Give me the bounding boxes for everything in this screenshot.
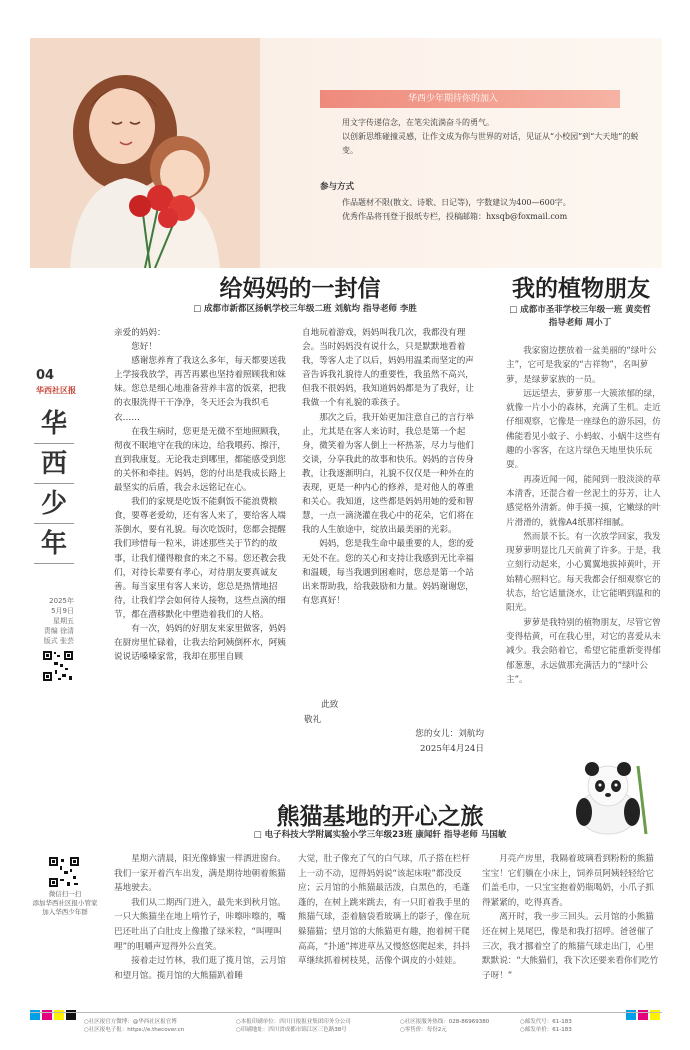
- paragraph: 星期六清晨，阳光像蜂蜜一样洒进窗台。我们一家开着汽车出发，满是期待地朝着熊猫基地驶去。: [114, 854, 286, 894]
- qr-caption-line: 添加华西社区报小管家: [32, 899, 98, 907]
- meta-line: 5月9日: [51, 607, 74, 615]
- letter-signoff: [304, 698, 484, 756]
- article1-column-1: [114, 326, 294, 664]
- footer-rule: [30, 1012, 662, 1013]
- banner-ribbon: 华西少年期待你的加入: [320, 90, 620, 108]
- article1-byline: □ 成都市新都区扬帆学校三年级二班 刘航均 指导老师 李胜: [193, 304, 417, 314]
- footer-col: [520, 1018, 572, 1034]
- banner-intro-line: 以创新思维碰撞灵感，让作文成为你与世界的对话，见证从“小校园”到“大天地”的蜕变。: [342, 132, 639, 155]
- banner-ref-line: 作品题材不限(散文、诗歌、日记等)，字数建议为400—600字。: [342, 198, 571, 207]
- paragraph: 再凑近闻一闻，能闻到一股淡淡的草本清香，还混合着一丝泥土的芬芳，让人感觉格外清新。伸手摸一摸，它嫩绿的叶片滑滑的，就像A4纸那样细腻。: [506, 474, 661, 528]
- promo-banner: [30, 38, 662, 268]
- signer: 您的女儿：刘航均: [415, 729, 484, 739]
- qr-caption-line: 微信扫一扫: [48, 890, 82, 898]
- footer-line: ○零售价：每份2元: [400, 1027, 447, 1033]
- meta-line: 责编 徐清: [43, 627, 74, 635]
- footer-col: [84, 1018, 184, 1034]
- article2-byline: [498, 304, 662, 330]
- article2-title: 我的植物朋友: [512, 276, 650, 302]
- paragraph: 我们从二期西门进入，最先来到秋月馆。一只大熊猫坐在地上啃竹子，咔嚓咔嚓的，嘴巴还吐出了白肚皮上像撒了绿米粒，“叫哩叫哩”的咀嚼声逗得外公直笑。: [114, 897, 286, 952]
- meta-line: 版式 张芸: [43, 637, 74, 645]
- section-title-char: 华: [34, 404, 74, 444]
- article3-column-3: [482, 852, 662, 983]
- meta-line: 星期五: [53, 617, 74, 625]
- footer-line: ○印刷地址：四川省成都市锦江区三色路38号: [236, 1027, 347, 1033]
- banner-ref: [342, 196, 642, 224]
- closing: 此致: [321, 700, 339, 710]
- byline-line: 指导老师 周小丁: [548, 318, 612, 328]
- paragraph: 然而景不长。有一次放学回家，我发现萝萝明显比几天前黄了许多。于是，我立刻行动起来，小心翼翼地拔掉黄叶，开始精心照料它。每天我都会仔细观察它的状态，给它适量浇水，让它能晒到温和的阳光。: [506, 531, 661, 614]
- footer-line: ○邮发单价：61-183: [520, 1027, 572, 1033]
- paragraph: 那次之后，我开始更加注意自己的言行举止，尤其是在客人来访时，我总是第一个起身，微笑着为客人倒上一杯热茶，尽力与他们交谈，分享我此的故事和快乐。妈妈的言传身教，让我逐渐明白，礼貌不仅仅是一种外在的表现，更是一种内心的修养，是对他人的尊重和关心。我知道，这些都是妈妈用她的爱和智慧，一点一滴浇灌在我心中的花朵，它们将在我的人生旅途中，绽放出最美丽的光彩。: [302, 412, 474, 536]
- paragraph: 您好！: [131, 342, 157, 353]
- article3-title: 熊猫基地的开心之旅: [276, 804, 484, 830]
- banner-ref-heading: 参与方式: [320, 182, 355, 192]
- paragraph: 接着走过竹林，我们逛了揽月馆，云月馆和望月馆。揽月馆的大熊猫趴着睡: [114, 956, 286, 981]
- article1-column-2: [302, 326, 482, 608]
- paragraph: 感谢您养育了我这么多年，每天都要送我上学接我放学，再苦再累也坚持着照顾我和妹妹。您总是细心地准备营养丰富的饭菜，把我的衣服洗得干干净净，冬天还会为我织毛衣……: [114, 356, 286, 423]
- section-title-char: 少: [34, 484, 74, 524]
- footer-line: ○社区报服务热线：028-86969380: [400, 1019, 490, 1025]
- paragraph: 自地玩着游戏，妈妈叫我几次，我都没有理会。当时妈妈没有说什么，只是默默地看着我，等客人走了以后，妈妈用温柔而坚定的声音告诉我礼貌待人的重要性，我虽然不高兴，但我不很妈妈，我知道妈妈都是为了我好，让我做一个有礼貌的乖孩子。: [302, 328, 474, 409]
- meta-line: 2025年: [49, 597, 74, 605]
- section-title-char: 年: [34, 524, 74, 564]
- article1-title: 给妈妈的一封信: [219, 276, 381, 302]
- byline-line: □ 成都市圣菲学校三年级一班 黄奕哲: [509, 305, 651, 315]
- paragraph: 离开时，我一步三回头。云月馆的小熊猫还在树上晃尾巴，像是和我打招呼。爸爸催了三次，我才挪着空了的熊猫气球走出门，心里默默说：“大熊猫们，我下次还要来看你们吃竹子呀！”: [482, 912, 659, 981]
- footer-col: [400, 1018, 489, 1034]
- qr-caption: [30, 890, 100, 917]
- edition-meta: [30, 596, 74, 646]
- article3-column-2: [298, 852, 478, 969]
- banner-intro-line: 用文字传递信念，在笔尖流淌奋斗的勇气。: [342, 118, 494, 127]
- panda-illustration: [558, 756, 658, 836]
- section-title-char: 西: [34, 444, 74, 484]
- qr-caption-line: 加入华西少年群: [42, 908, 88, 916]
- banner-ref-line: 优秀作品将刊登于报纸专栏，投稿邮箱：hxsqb@foxmail.com: [342, 212, 568, 221]
- footer-col: [236, 1018, 351, 1034]
- article3-byline: □ 电子科技大学附属实验小学三年级23班 康闻轩 指导老师 马国敏: [253, 830, 507, 840]
- banner-intro: [342, 116, 642, 158]
- paragraph: 远远望去，萝萝那一大簇浓郁的绿，就像一片小小的森林，充满了生机。走近仔细观察，它像是一座绿色的游乐园，仿佛能看见小蚊子、小蚂蚁、小蜗牛这些有趣的小客客，在这片绿色天地里快乐玩耍。: [506, 388, 661, 471]
- salute: 敬礼: [304, 714, 322, 725]
- section-title: [34, 404, 74, 564]
- paper-name: 华西社区报: [36, 386, 76, 395]
- wechat-qr-code-icon[interactable]: [48, 856, 80, 888]
- qr-code-icon[interactable]: [42, 650, 74, 682]
- paragraph: 月亮产房里，我隔着玻璃看到粉粉的熊猫宝宝！它们躺在小床上，饲养员阿姨轻轻给它们盖毛巾，一只宝宝抱着奶瓶喝奶，小爪子抓得紧紧的，吃得真香。: [482, 854, 654, 908]
- article3-column-1: [114, 852, 294, 983]
- footer-line: ○邮发代号：61-183: [520, 1019, 572, 1025]
- paragraph: 我们的家规是吃饭不能剩饭不能浪费粮食，要尊老爱幼，还有客人来了，要给客人端茶倒水，要有礼貌。每次吃饭时，您都会提醒我们珍惜每一粒米，讲述那些关于节约的故事，让我们懂得粮食的来之不易。您还教会我们，对待长辈要有孝心，对待朋友要真诚友善。每当家里有客人来访，您总是热情地招待，让我们学会如何待人接物，这些点滴的细节，都在潜移默化中塑造着我们的人格。: [114, 497, 286, 620]
- paragraph: 大觉，肚子像充了气的白气球，爪子搭在栏杆上一动不动，逗得妈妈说“该起床啦”都没反应；云月馆的小熊猫最活泼，白黑色的，毛蓬蓬的，在树上跳来跳去，有一只盯着我手里的熊猫气球，歪着脑袋看玻璃上的影子，像在玩躲猫猫；望月馆的大熊猫更有趣，抱着树干爬高高，“扑通”摔进草丛又慢悠悠爬起来，抖抖草继续抓着树枝晃，活像个调皮的小娃娃。: [298, 854, 471, 967]
- paragraph: 亲爱的妈妈：: [114, 328, 166, 338]
- paragraph: 有一次，妈妈的好朋友来家里做客，妈妈在厨房里忙碌着，让我去给阿姨倒杯水，阿姨说说话嗓嗓家常，我却在那里自顾: [114, 623, 286, 663]
- paragraph: 我家窗边摆放着一盆美丽的“绿叶公主”，它可是我家的“吉祥物”，名叫萝萝，是绿萝家族的一员。: [506, 346, 657, 385]
- footer-line: ○社区报电子报：https://e.thecover.cn: [84, 1027, 185, 1033]
- letter-date: 2025年4月24日: [419, 743, 484, 754]
- paragraph: 在我生病时，您更是无微不至地照顾我，彻夜不眠地守在我的床边，给我喂药、擦汗，直到我康复。无论我走到哪里，都能感受到您的关怀和牵挂。妈妈，您的付出是我成长路上最坚实的后盾，我会永远铭记在心。: [114, 426, 286, 494]
- footer-line: ○本报印刷单位：四川日报报业集团印务分公司: [236, 1019, 351, 1025]
- mother-child-illustration: [30, 38, 260, 268]
- footer-line: ○社区报官方微博：@华西社区报官博: [84, 1019, 177, 1025]
- paragraph: 萝萝是我特别的植物朋友，尽管它曾变得枯黄，可在我心里，对它的喜爱从未减少。我会陪着它，希望它能重新变得郁郁葱葱，永远做那充满活力的“绿叶公主”。: [506, 617, 661, 685]
- paragraph: 妈妈，您是我生命中最重要的人，您的爱无处不在。您的关心和支持让我感到无比幸福和温暖，每当我遇到困难时，您总是第一个站出来帮助我，给我鼓励和力量。妈妈谢谢您，有您真好！: [302, 539, 474, 606]
- issue-number: 04: [36, 368, 55, 383]
- article2-body: [506, 344, 662, 687]
